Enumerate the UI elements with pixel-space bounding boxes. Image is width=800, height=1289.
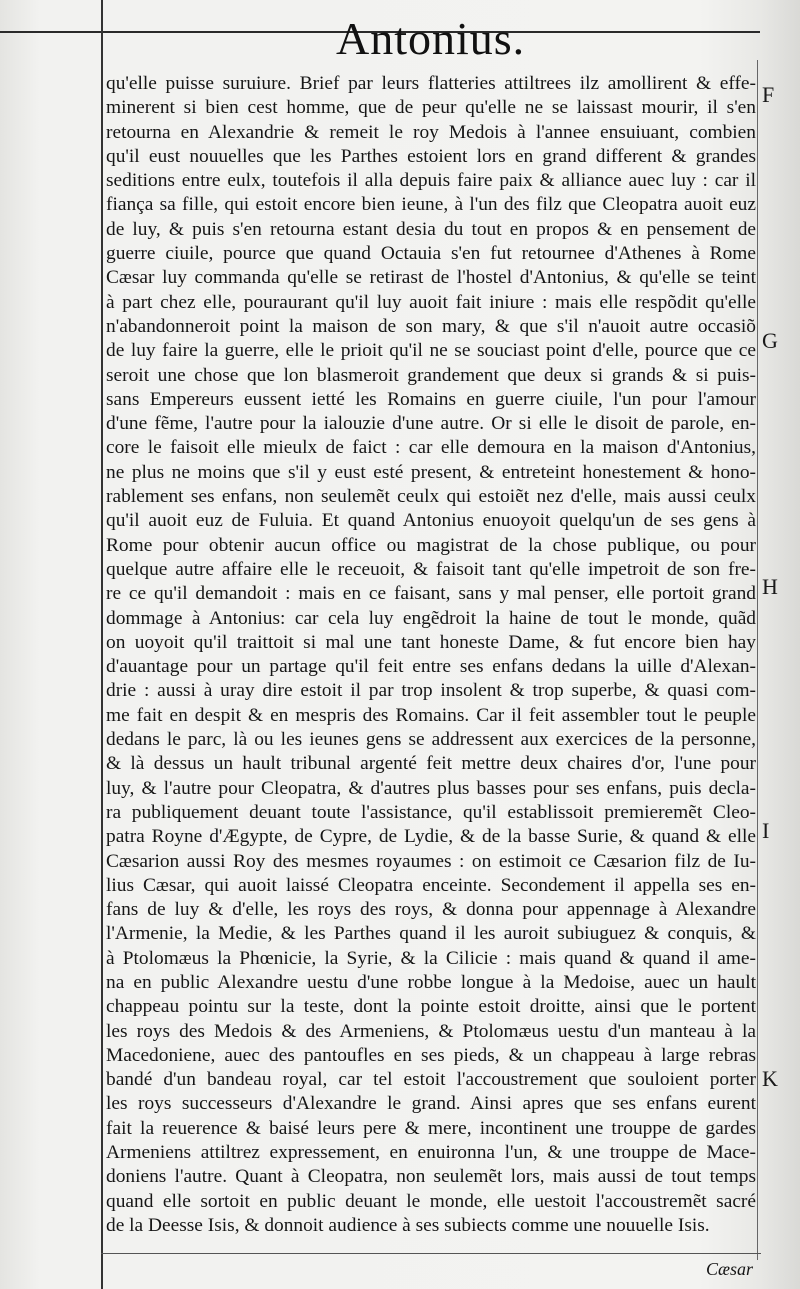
text-line: minerent si bien cest homme, que de peur qu'elle ne se laissast mourir, il s'en (106, 97, 756, 119)
text-line: ne plus ne moins que s'il y eust esté present, & entreteint honestement & hono- (106, 461, 756, 483)
text-line: bandé d'un bandeau royal, car tel estoit l'accoustrement que souloient porter (106, 1069, 756, 1091)
text-line: l'Armenie, la Medie, & les Parthes quand il les auroit subiuguez & conquis, & (106, 923, 756, 945)
text-line: rablement ses enfans, non seulemẽt ceulx qui estoiẽt nez d'elle, mais aussi ceulx (106, 486, 756, 508)
body-text (106, 72, 756, 1238)
text-line: quelque autre affaire elle le receuoit, & faisoit tant qu'elle impetroit de son fre- (106, 558, 756, 580)
text-line: qu'elle puisse suruiure. Brief par leurs flatteries attiltrees ilz amollirent & effe- (106, 73, 756, 94)
marginal-letter-g: G (762, 328, 778, 353)
text-line: qu'il eust nouuelles que les Parthes estoient lors en grand different & grandes (106, 145, 756, 167)
text-line: qu'il auoit euz de Fuluia. Et quand Antonius enuoyoit quelqu'un de ses gens à (106, 510, 756, 532)
text-line: de luy faire la guerre, elle le prioit qu'il ne se souciast point d'elle, pource que ce (106, 340, 756, 362)
text-line: fait la reuerence & baisé leurs pere & mere, incontinent une trouppe de gardes (106, 1117, 756, 1139)
text-line: Armeniens attiltrez expressement, en enuironna l'un, & une trouppe de Mace- (106, 1142, 756, 1164)
text-line: quand elle sortoit en public deuant le monde, elle uestoit l'accoustremẽt sacré (106, 1190, 756, 1212)
text-line: d'une fẽme, l'autre pour la ialouzie d'une autre. Or si elle le disoit de parole, en- (106, 413, 756, 435)
marginal-letter-h: H (762, 574, 778, 599)
text-line: Cæsar luy commanda qu'elle se retirast de l'hostel d'Antonius, & qu'elle se teint (106, 267, 756, 289)
text-line: re ce qu'il demandoit : mais en ce faisant, sans y mal penser, elle portoit grand (106, 583, 756, 605)
text-line: fans de luy & d'elle, les roys des roys, & donna pour appennage à Alexandre (106, 899, 756, 921)
left-margin-rule (101, 0, 103, 1289)
text-line: seditions entre eulx, toutefois il alla depuis faire paix & alliance auec luy : car il (106, 170, 756, 192)
text-line: d'auantage pour un partage qu'il feit entre ses enfans dedans la uille d'Alexan- (106, 656, 756, 678)
catchword: Cæsar (706, 1259, 754, 1279)
text-line: guerre ciuile, pource que quand Octauia s'en fut retournee d'Athenes à Rome (106, 243, 756, 265)
text-line: Macedoniene, auec des pantoufles en ses pieds, & un chappeau à large rebras (106, 1044, 756, 1066)
text-line: Cæsarion aussi Roy des mesmes royaumes : on estimoit ce Cæsarion filz de Iu- (106, 850, 756, 872)
text-line: retourna en Alexandrie & remeit le roy Medois à l'annee ensuiuant, combien (106, 121, 756, 143)
text-line: luy, & l'autre pour Cleopatra, & d'autres plus basses pour ses enfans, puis decla- (106, 777, 756, 799)
text-line: n'abandonneroit point la maison de son mary, & que s'il n'auoit autre occasiõ (106, 315, 756, 337)
right-margin-rule (757, 60, 758, 1260)
text-line: chappeau pointu sur la teste, dont la pointe estoit droitte, ainsi que le portent (106, 996, 756, 1018)
text-line: fiança sa fille, qui estoit encore bien ieune, à l'un des filz que Cleopatra auoit euz (106, 194, 756, 216)
marginal-letter-k: K (762, 1066, 778, 1091)
text-line: patra Royne d'Ægypte, de Cypre, de Lydie, & de la basse Surie, & quand & elle (106, 826, 756, 848)
marginal-letter-i: I (762, 818, 770, 843)
text-line: ra publiquement deuant toute l'assistance, qu'il establissoit premieremẽt Cleo- (106, 801, 756, 823)
marginal-letter-f: F (762, 82, 775, 107)
text-line: na en public Alexandre uestu d'une robbe longue à la Medoise, auec un hault (106, 971, 756, 993)
text-line: de la Deesse Isis, & donnoit audience à ses subiects comme une nouuelle Isis. (106, 1214, 710, 1236)
text-line: Rome pour obtenir aucun office ou magistrat de la chose publique, ou pour (106, 534, 756, 556)
text-line: de luy, & puis s'en retourna estant desia du tout en propos & en pensement de (106, 218, 756, 240)
text-line: dedans le parc, là ou les ieunes gens se addressent aux exercices de la personne, (106, 729, 756, 751)
text-line: me fait en despit & en mespris des Romains. Car il feit assembler tout le peuple (106, 704, 756, 726)
text-line: drie : aussi à uray dire estoit il par trop insolent & trop superbe, & quasi com- (106, 680, 756, 702)
text-line: core le faisoit elle mieulx de faict : car elle demoura en la maison d'Antonius, (106, 437, 756, 459)
text-line: les roys des Medois & des Armeniens, & Ptolomæus uestu d'un manteau à la (106, 1020, 756, 1042)
text-line: on uoyoit qu'il traittoit si mal une tant honeste Dame, & fut encore bien hay (106, 631, 756, 653)
text-line: sans Empereurs eussent ietté les Romains en guerre ciuile, l'un pour l'amour (106, 388, 756, 410)
text-line: doniens l'autre. Quant à Cleopatra, non seulemẽt lors, mais aussi de tout temps (106, 1166, 756, 1188)
text-line: lius Cæsar, qui auoit laissé Cleopatra enceinte. Secondement il appella ses en- (106, 874, 756, 896)
text-line: à Ptolomæus la Phœnicie, la Syrie, & la Cilicie : mais quand & quand il ame- (106, 947, 756, 969)
bottom-rule (101, 1253, 761, 1254)
text-line: à part chez elle, pouraurant qu'il luy auoit fait iniure : mais elle respõdit qu'elle (106, 291, 756, 313)
running-head: Antonius. (336, 13, 526, 64)
text-line: seroit une chose que lon blasmeroit grandement que deux si grands & si puis- (106, 364, 756, 386)
text-line: & là dessus un hault tribunal argenté feit mettre deux chaires d'or, l'une pour (106, 753, 756, 775)
text-line: les roys successeurs d'Alexandre le grand. Ainsi apres que ses enfans eurent (106, 1093, 756, 1115)
text-line: dommage à Antonius: car cela luy engẽdroit la haine de tout le monde, quãd (106, 607, 756, 629)
